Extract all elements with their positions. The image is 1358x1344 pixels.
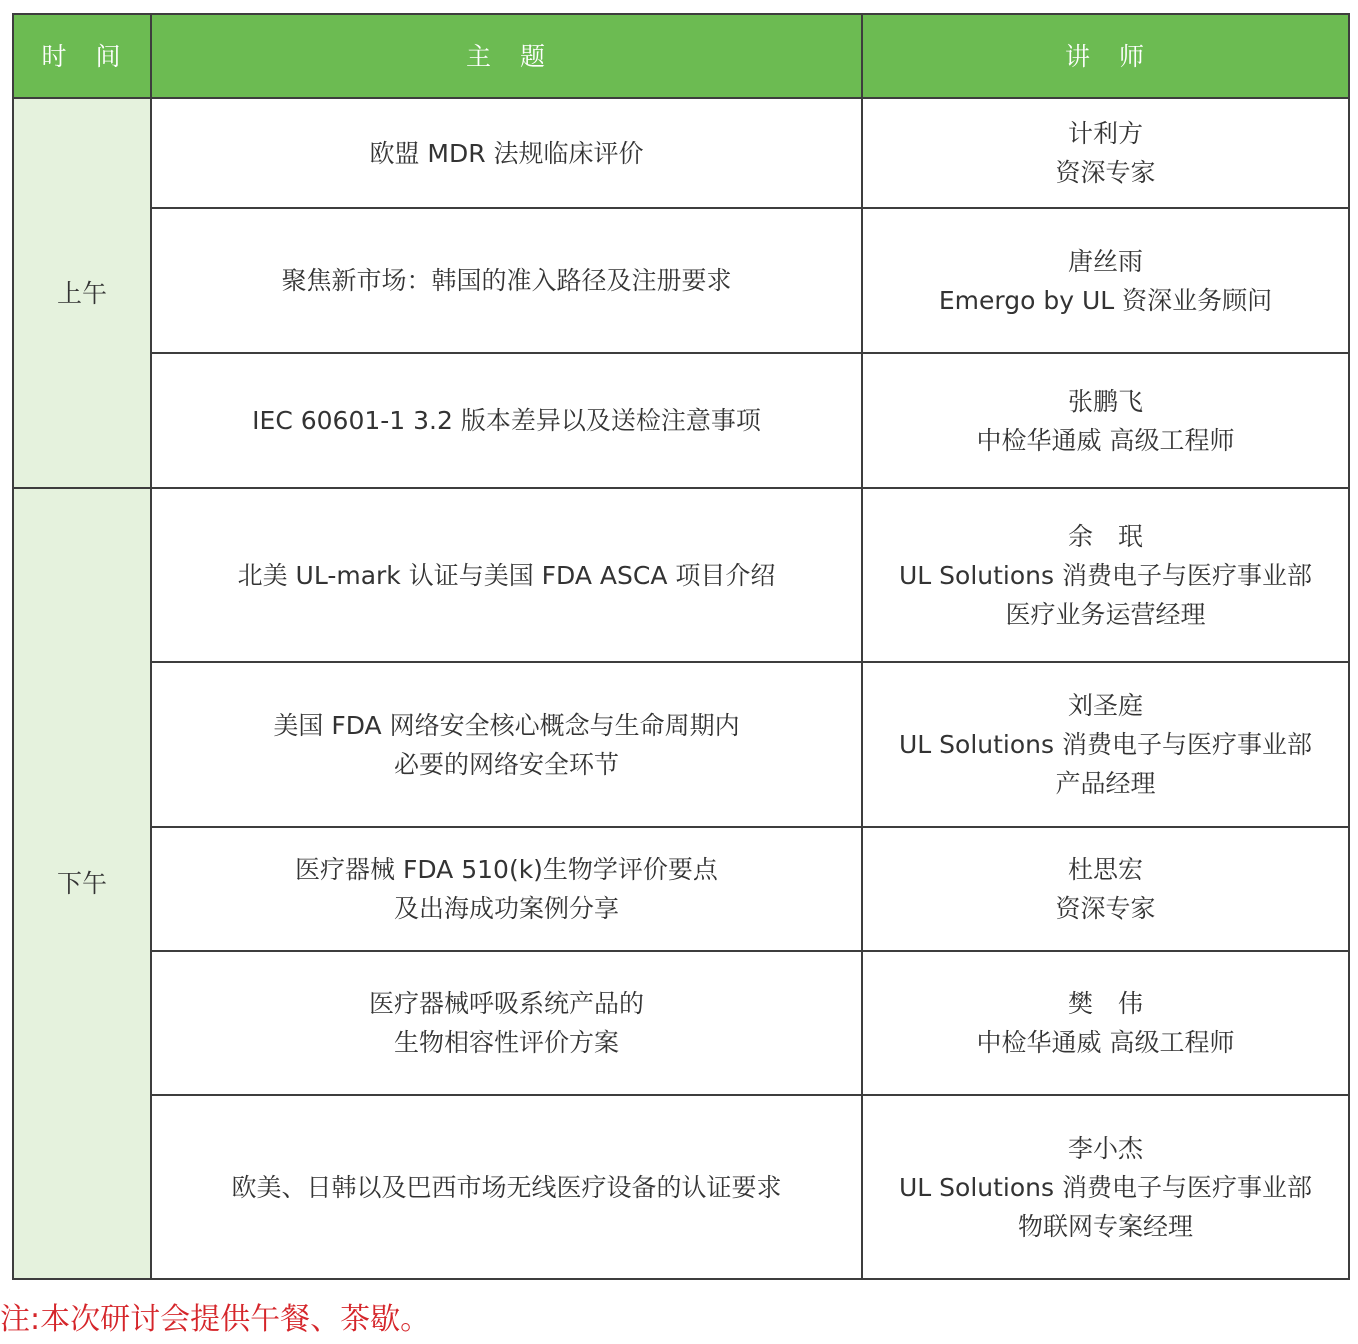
- agenda-row: [13, 951, 1349, 1095]
- agenda-row: [13, 353, 1349, 488]
- agenda-row: [13, 488, 1349, 662]
- agenda-row: [13, 1095, 1349, 1279]
- speaker-name: 张鹏飞: [1067, 386, 1143, 416]
- speaker-cell: [862, 488, 1349, 662]
- agenda-row: [13, 98, 1349, 208]
- speaker-title: 中检华通威 高级工程师: [976, 425, 1235, 455]
- speaker-name: 杜思宏: [1067, 855, 1143, 884]
- speaker-cell: [862, 662, 1349, 827]
- header-topic: 主 题: [151, 14, 862, 98]
- agenda-row: [13, 662, 1349, 827]
- speaker-cell: [862, 827, 1349, 951]
- topic-cell: [151, 208, 862, 353]
- speaker-title: 资深专家: [1055, 894, 1156, 923]
- speaker-cell: [862, 353, 1349, 488]
- topic-line: 欧美、日韩以及巴西市场无线医疗设备的认证要求: [231, 1172, 782, 1202]
- speaker-title: UL Solutions 消费电子与医疗事业部: [899, 1172, 1312, 1202]
- header-time: 时 间: [13, 14, 151, 98]
- topic-cell: [151, 662, 862, 827]
- speaker-title: 资深专家: [1055, 158, 1156, 187]
- topic-cell: [151, 951, 862, 1095]
- speaker-title: 物联网专案经理: [1017, 1211, 1193, 1241]
- speaker-title: 中检华通威 高级工程师: [976, 1028, 1235, 1057]
- footnote: 注:本次研讨会提供午餐、茶歇。: [0, 1302, 431, 1337]
- speaker-name: 计利方: [1067, 119, 1143, 148]
- topic-line: 北美 UL-mark 认证与美国 FDA ASCA 项目介绍: [237, 560, 776, 590]
- period-cell: 上午: [13, 98, 151, 488]
- speaker-cell: [862, 208, 1349, 353]
- speaker-name: 李小杰: [1067, 1133, 1143, 1163]
- speaker-name: 刘圣庭: [1067, 691, 1143, 720]
- topic-line: IEC 60601-1 3.2 版本差异以及送检注意事项: [252, 406, 761, 435]
- topic-line: 医疗器械 FDA 510(k)生物学评价要点: [295, 855, 718, 884]
- topic-line: 必要的网络安全环节: [393, 749, 619, 779]
- topic-cell: [151, 1095, 862, 1279]
- agenda-body: [13, 98, 1349, 1279]
- topic-line: 美国 FDA 网络安全核心概念与生命周期内: [273, 710, 740, 740]
- speaker-title: UL Solutions 消费电子与医疗事业部: [899, 730, 1312, 759]
- topic-cell: [151, 353, 862, 488]
- topic-line: 及出海成功案例分享: [393, 894, 619, 923]
- speaker-title: 产品经理: [1055, 769, 1156, 798]
- topic-cell: [151, 98, 862, 208]
- speaker-title: 医疗业务运营经理: [1005, 599, 1206, 629]
- topic-line: 生物相容性评价方案: [393, 1028, 619, 1057]
- speaker-title: UL Solutions 消费电子与医疗事业部: [899, 560, 1312, 590]
- header-speaker: 讲 师: [862, 14, 1349, 98]
- topic-line: 欧盟 MDR 法规临床评价: [369, 138, 644, 168]
- topic-cell: [151, 488, 862, 662]
- agenda-row: [13, 827, 1349, 951]
- speaker-cell: [862, 951, 1349, 1095]
- topic-line: 医疗器械呼吸系统产品的: [368, 989, 644, 1018]
- agenda-row: [13, 208, 1349, 353]
- speaker-title: Emergo by UL 资深业务顾问: [938, 285, 1273, 315]
- topic-cell: [151, 827, 862, 951]
- topic-line: 聚焦新市场：韩国的准入路径及注册要求: [281, 266, 732, 295]
- speaker-cell: [862, 98, 1349, 208]
- period-cell: 下午: [13, 488, 151, 1279]
- agenda-table: [12, 13, 1350, 1280]
- speaker-name: 唐丝雨: [1067, 246, 1143, 276]
- speaker-cell: [862, 1095, 1349, 1279]
- speaker-name: 樊 伟: [1067, 989, 1143, 1018]
- header-row: [13, 14, 1349, 98]
- speaker-name: 余 珉: [1067, 521, 1143, 551]
